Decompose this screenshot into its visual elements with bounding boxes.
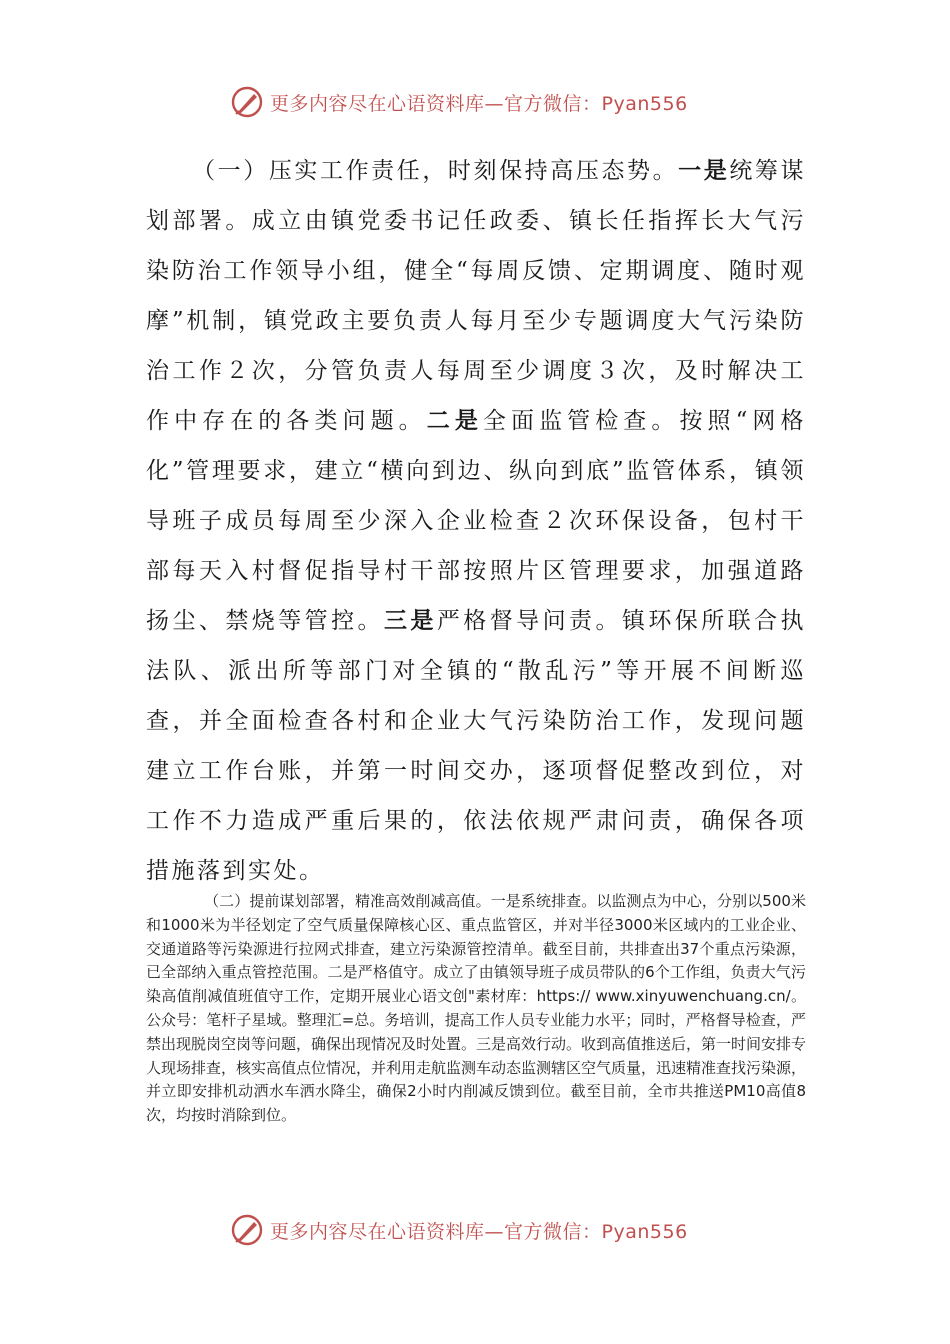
body-2: 全面监管检查。按照“网格化”管理要求，建立“横向到边、纵向到底”监管体系，镇领导班子成员每周至少深入企业检查２次环保设备，包村干部每天入村督促指导村干部按照片区管理要求，加强道路扬尘、禁烧等管控。 — [146, 408, 807, 634]
banner-text: 更多内容尽在心语资料库—官方微信：Pyan556 — [270, 1220, 688, 1243]
banner-text: 更多内容尽在心语资料库—官方微信：Pyan556 — [270, 92, 688, 115]
section-1-paragraph — [146, 146, 806, 896]
section-2-paragraph — [146, 890, 806, 1128]
quill-logo-icon — [230, 85, 264, 119]
body-1: 统筹谋划部署。成立由镇党委书记任政委、镇长任指挥长大气污染防治工作领导小组，健全“每周反馈、定期调度、随时观摩”机制，镇党政主要负责人每月至少专题调度大气污染防治工作２次，分管负责人每周至少调度３次，及时解决工作中存在的各类问题。 — [146, 158, 807, 434]
body-3: 严格督导问责。镇环保所联合执法队、派出所等部门对全镇的“散乱污”等开展不间断巡查，并全面检查各村和企业大气污染防治工作，发现问题建立工作台账，并第一时间交办，逐项督促整改到位，对工作不力造成严重后果的，依法依规严肃问责，确保各项措施落到实处。 — [146, 608, 806, 884]
lead-3: 三是 — [383, 607, 437, 634]
section-2-text: （二）提前谋划部署，精准高效削减高值。一是系统排查。以监测点为中心，分别以500米和1000米为半径划定了空气质量保障核心区、重点监管区，并对半径3000米区域内的工业企业、交通道路等污染源进行拉网式排查，建立污染源管控清单。截至目前，共排查出37个重点污染源，已全部纳入重点管控范围。二是严格值守。成立了由镇领导班子成员带队的6个工作组，负责大气污染高值削减值班值守工作，定期开展业心语文创"素材库：https:// www.xinyuwenchuang.cn/。公众号：笔杆子星域。整理汇=总。务培训，提高工作人员专业能力水平；同时，严格督导检查，严禁出现脱岗空岗等问题，确保出现情况及时处置。三是高效行动。收到高值推送后，第一时间安排专人现场排查，核实高值点位情况，并利用走航监测车动态监测辖区空气质量，迅速精准查找污染源，并立即安排机动洒水车洒水降尘，确保2小时内削减反馈到位。截至目前，全市共推送PM10高值8次，均按时消除到位。 — [146, 892, 807, 1125]
lead-1: 一是 — [678, 157, 730, 184]
lead-2: 二是 — [426, 407, 483, 434]
section-1-heading: （一）压实工作责任，时刻保持高压态势。 — [192, 158, 679, 184]
header-banner — [230, 82, 688, 122]
quill-logo-icon — [230, 1213, 264, 1247]
footer-banner — [230, 1210, 688, 1250]
